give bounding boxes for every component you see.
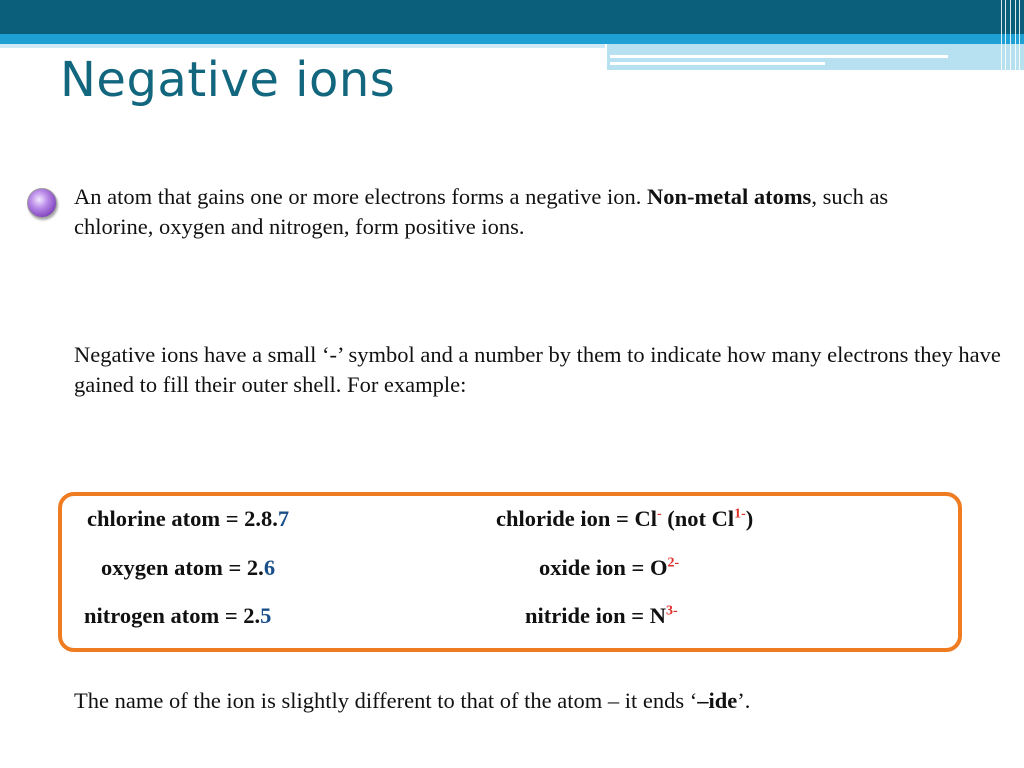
header-stripe xyxy=(610,62,825,65)
paragraph-ide-ending xyxy=(74,686,1014,716)
ion-charge: 3- xyxy=(665,603,678,619)
paragraph-text: The name of the ion is slightly different to that of the atom – it ends ‘ xyxy=(74,688,698,713)
atom-config: oxygen atom = 2. xyxy=(101,555,264,580)
ion-symbol: nitride ion = N xyxy=(525,603,666,628)
header-band-thin xyxy=(0,44,605,48)
ion-symbol: chloride ion = Cl xyxy=(496,506,657,531)
ion-note: (not Cl xyxy=(661,506,735,531)
ion-note-charge: 1- xyxy=(734,506,746,522)
example-atom-nitrogen xyxy=(84,603,271,629)
outer-shell-digit: 5 xyxy=(260,603,272,628)
paragraph-text: , such as chlorine, oxygen and nitrogen, form positive ions. xyxy=(74,184,889,239)
ion-symbol: oxide ion = O xyxy=(539,555,668,580)
slide-title: Negative ions xyxy=(60,52,396,108)
atom-config: nitrogen atom = 2. xyxy=(84,603,261,628)
example-ion-chloride xyxy=(496,506,753,532)
outer-shell-digit: 7 xyxy=(277,506,290,531)
ion-note-end: ) xyxy=(745,506,754,531)
ion-charge: - xyxy=(656,506,662,522)
paragraph-intro xyxy=(74,182,954,242)
example-ion-oxide xyxy=(539,555,679,581)
example-atom-chlorine xyxy=(87,506,289,532)
example-ion-nitride xyxy=(525,603,678,629)
ion-charge: 2- xyxy=(667,555,680,571)
paragraph-text: ’. xyxy=(737,688,751,713)
paragraph-symbol-explanation: Negative ions have a small ‘-’ symbol and a number by them to indicate how many electrons they have gained to fill their outer shell. For example: xyxy=(74,342,1001,397)
header-vertical-lines xyxy=(998,0,1024,70)
paragraph-bold-text: Non-metal atoms xyxy=(646,184,812,209)
paragraph-text: An atom that gains one or more electrons forms a negative ion. xyxy=(74,184,647,209)
header-stripe xyxy=(610,55,948,58)
paragraph-bold-text: –ide xyxy=(697,688,738,713)
bullet-orb-icon xyxy=(27,188,57,218)
header-band-dark xyxy=(0,0,1024,34)
header-band-light xyxy=(0,34,1024,44)
outer-shell-digit: 6 xyxy=(263,555,276,580)
atom-config: chlorine atom = 2.8. xyxy=(87,506,278,531)
example-atom-oxygen xyxy=(101,555,275,581)
